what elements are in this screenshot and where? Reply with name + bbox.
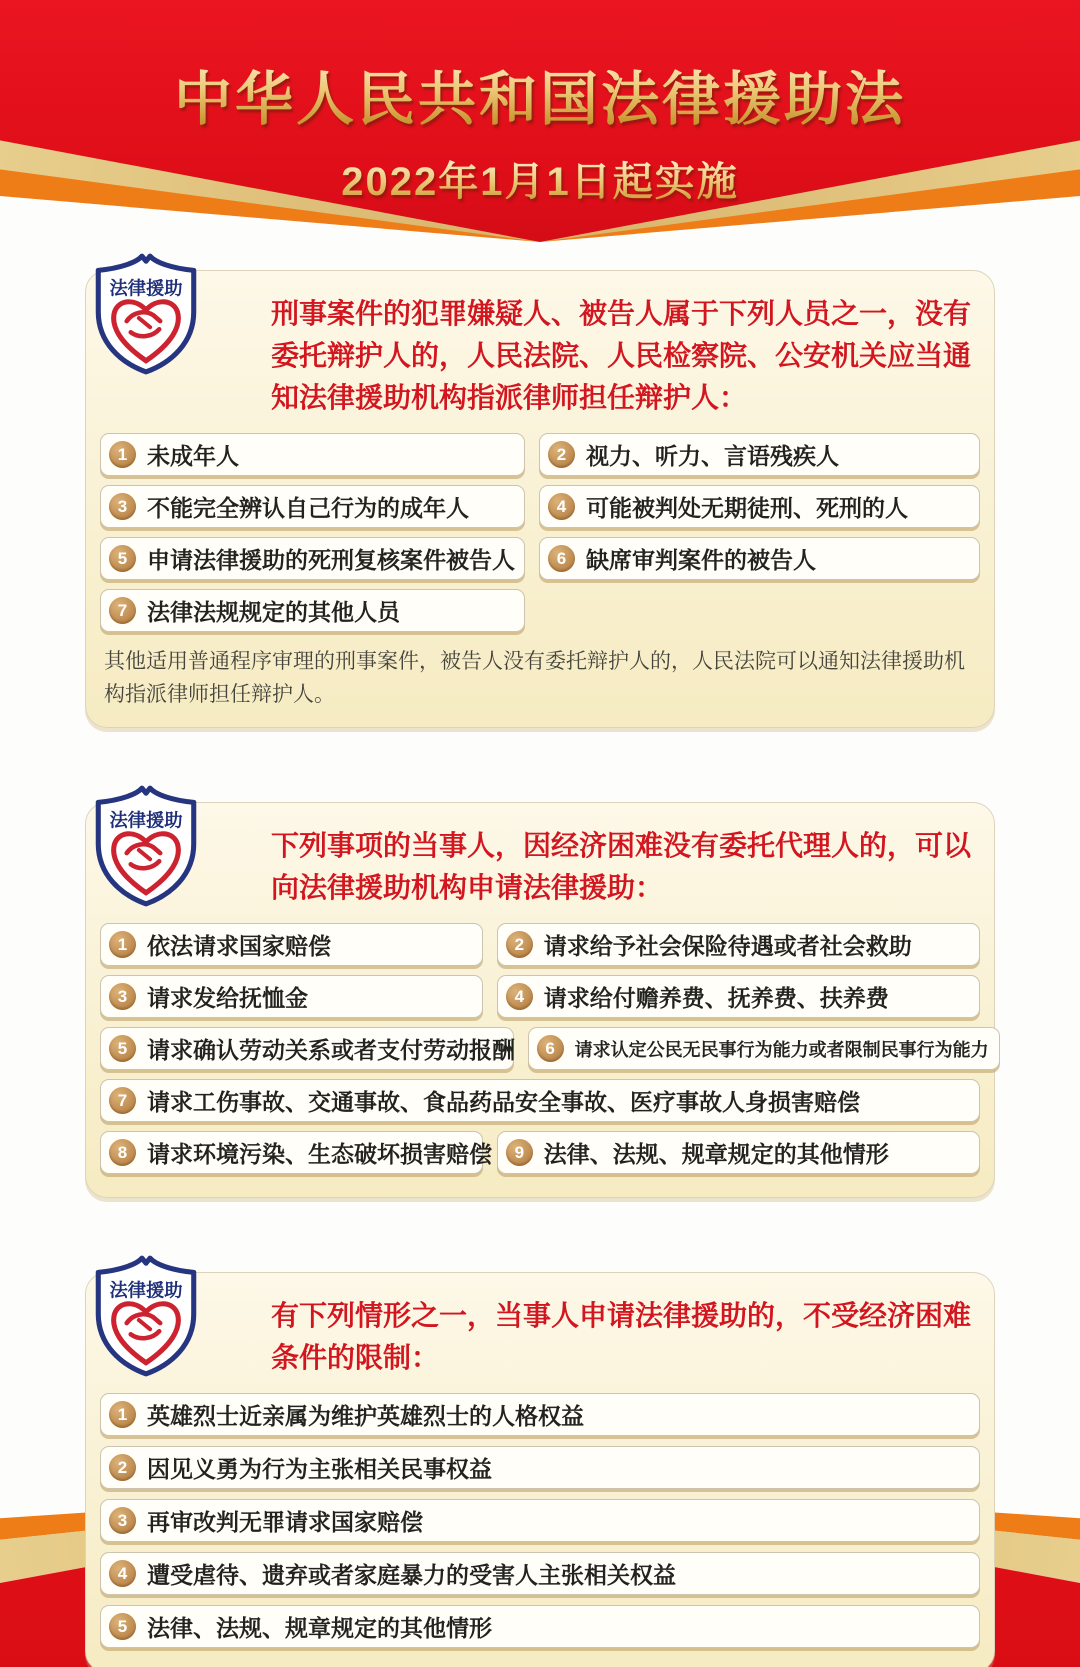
item-number-badge: 7 bbox=[109, 1087, 136, 1114]
panel-note: 其他适用普通程序审理的刑事案件，被告人没有委托辩护人的，人民法院可以通知法律援助机构指派律师担任辩护人。 bbox=[104, 650, 965, 706]
panel-heading: 有下列情形之一，当事人申请法律援助的，不受经济困难条件的限制： bbox=[271, 1300, 972, 1374]
list-item bbox=[539, 433, 980, 476]
item-label: 请求给付赡养费、抚养费、扶养费 bbox=[543, 985, 889, 1012]
item-number-badge: 3 bbox=[109, 983, 136, 1010]
list-item bbox=[100, 485, 525, 528]
item-label: 视力、听力、言语残疾人 bbox=[586, 443, 840, 469]
panel-items bbox=[100, 1393, 980, 1648]
info-panel bbox=[85, 270, 995, 728]
panels-container bbox=[0, 270, 1080, 1667]
list-item bbox=[100, 923, 483, 966]
item-number-badge: 4 bbox=[506, 983, 533, 1010]
item-row bbox=[100, 485, 980, 528]
item-label: 缺席审判案件的被告人 bbox=[586, 547, 817, 573]
list-item bbox=[497, 1131, 980, 1174]
item-label: 法律、法规、规章规定的其他情形 bbox=[147, 1615, 492, 1642]
item-label: 未成年人 bbox=[147, 443, 239, 469]
item-label: 法律、法规、规章规定的其他情形 bbox=[543, 1141, 889, 1168]
item-number-badge: 1 bbox=[109, 441, 136, 468]
list-item bbox=[539, 537, 980, 580]
list-item bbox=[528, 1027, 1000, 1070]
item-number-badge: 2 bbox=[109, 1454, 136, 1481]
item-label: 请求确认劳动关系或者支付劳动报酬 bbox=[147, 1037, 515, 1064]
item-number-badge: 8 bbox=[109, 1139, 136, 1166]
list-item bbox=[497, 975, 980, 1018]
badge-label: 法律援助 bbox=[109, 809, 183, 831]
item-number-badge: 6 bbox=[548, 545, 575, 572]
list-item bbox=[539, 485, 980, 528]
item-row bbox=[100, 1552, 980, 1595]
item-row bbox=[100, 1079, 980, 1122]
info-panel bbox=[85, 802, 995, 1198]
item-label: 申请法律援助的死刑复核案件被告人 bbox=[147, 547, 515, 573]
item-label: 可能被判处无期徒刑、死刑的人 bbox=[586, 495, 909, 521]
item-row bbox=[100, 923, 980, 966]
badge-label: 法律援助 bbox=[109, 277, 183, 299]
item-number-badge: 7 bbox=[109, 597, 136, 624]
item-number-badge: 6 bbox=[537, 1035, 564, 1062]
item-label: 请求发给抚恤金 bbox=[147, 985, 308, 1012]
poster-header bbox=[0, 0, 1080, 242]
item-label: 请求给予社会保险待遇或者社会救助 bbox=[543, 933, 912, 960]
item-label: 遭受虐待、遗弃或者家庭暴力的受害人主张相关权益 bbox=[147, 1562, 676, 1589]
legal-aid-shield-icon bbox=[86, 1249, 206, 1381]
item-number-badge: 2 bbox=[506, 931, 533, 958]
item-row bbox=[100, 1131, 980, 1174]
legal-aid-badge bbox=[86, 247, 206, 379]
item-label: 请求认定公民无民事行为能力或者限制民事行为能力 bbox=[574, 1039, 989, 1060]
list-item bbox=[100, 1079, 980, 1122]
legal-aid-shield-icon bbox=[86, 779, 206, 911]
item-number-badge: 4 bbox=[109, 1560, 136, 1587]
item-row bbox=[100, 1499, 980, 1542]
item-row bbox=[100, 1027, 989, 1070]
item-number-badge: 5 bbox=[109, 1035, 136, 1062]
list-item bbox=[100, 1605, 980, 1648]
list-item bbox=[100, 1393, 980, 1436]
list-item bbox=[100, 1446, 980, 1489]
info-panel bbox=[85, 1272, 995, 1667]
item-row bbox=[100, 1393, 980, 1436]
list-item bbox=[100, 589, 525, 632]
list-item bbox=[100, 1499, 980, 1542]
item-label: 再审改判无罪请求国家赔偿 bbox=[147, 1509, 423, 1536]
panel-heading: 下列事项的当事人，因经济困难没有委托代理人的，可以向法律援助机构申请法律援助： bbox=[271, 830, 972, 904]
list-item bbox=[100, 975, 483, 1018]
item-row bbox=[100, 589, 980, 632]
item-label: 法律法规规定的其他人员 bbox=[147, 599, 400, 625]
list-item bbox=[100, 1131, 492, 1174]
poster-subtitle: 2022年1月1日起实施 bbox=[0, 150, 1080, 207]
list-item bbox=[100, 1027, 514, 1070]
item-row bbox=[100, 1446, 980, 1489]
item-label: 请求环境污染、生态破坏损害赔偿 bbox=[147, 1141, 492, 1168]
item-number-badge: 3 bbox=[109, 493, 136, 520]
item-number-badge: 4 bbox=[548, 493, 575, 520]
panel-heading: 刑事案件的犯罪嫌疑人、被告人属于下列人员之一，没有委托辩护人的，人民法院、人民检察院、公安机关应当通知法律援助机构指派律师担任辩护人： bbox=[271, 298, 972, 413]
item-label: 英雄烈士近亲属为维护英雄烈士的人格权益 bbox=[147, 1403, 584, 1430]
item-label: 不能完全辨认自己行为的成年人 bbox=[147, 495, 469, 521]
panel-items bbox=[100, 923, 989, 1174]
item-number-badge: 1 bbox=[109, 1401, 136, 1428]
item-number-badge: 9 bbox=[506, 1139, 533, 1166]
legal-aid-badge bbox=[86, 779, 206, 911]
item-label: 依法请求国家赔偿 bbox=[147, 933, 331, 960]
list-item bbox=[100, 537, 525, 580]
item-number-badge: 3 bbox=[109, 1507, 136, 1534]
legal-aid-shield-icon bbox=[86, 247, 206, 379]
list-item bbox=[100, 433, 525, 476]
item-label: 请求工伤事故、交通事故、食品药品安全事故、医疗事故人身损害赔偿 bbox=[147, 1089, 860, 1116]
legal-aid-badge bbox=[86, 1249, 206, 1381]
item-row bbox=[100, 433, 980, 476]
item-number-badge: 2 bbox=[548, 441, 575, 468]
list-item bbox=[497, 923, 980, 966]
poster-title: 中华人民共和国法律援助法 bbox=[0, 52, 1080, 136]
badge-label: 法律援助 bbox=[109, 1279, 183, 1301]
item-row bbox=[100, 975, 980, 1018]
list-item bbox=[100, 1552, 980, 1595]
panel-items bbox=[100, 433, 980, 632]
item-number-badge: 1 bbox=[109, 931, 136, 958]
item-row bbox=[100, 1605, 980, 1648]
item-row bbox=[100, 537, 980, 580]
item-number-badge: 5 bbox=[109, 545, 136, 572]
item-number-badge: 5 bbox=[109, 1613, 136, 1640]
item-label: 因见义勇为行为主张相关民事权益 bbox=[147, 1456, 492, 1483]
